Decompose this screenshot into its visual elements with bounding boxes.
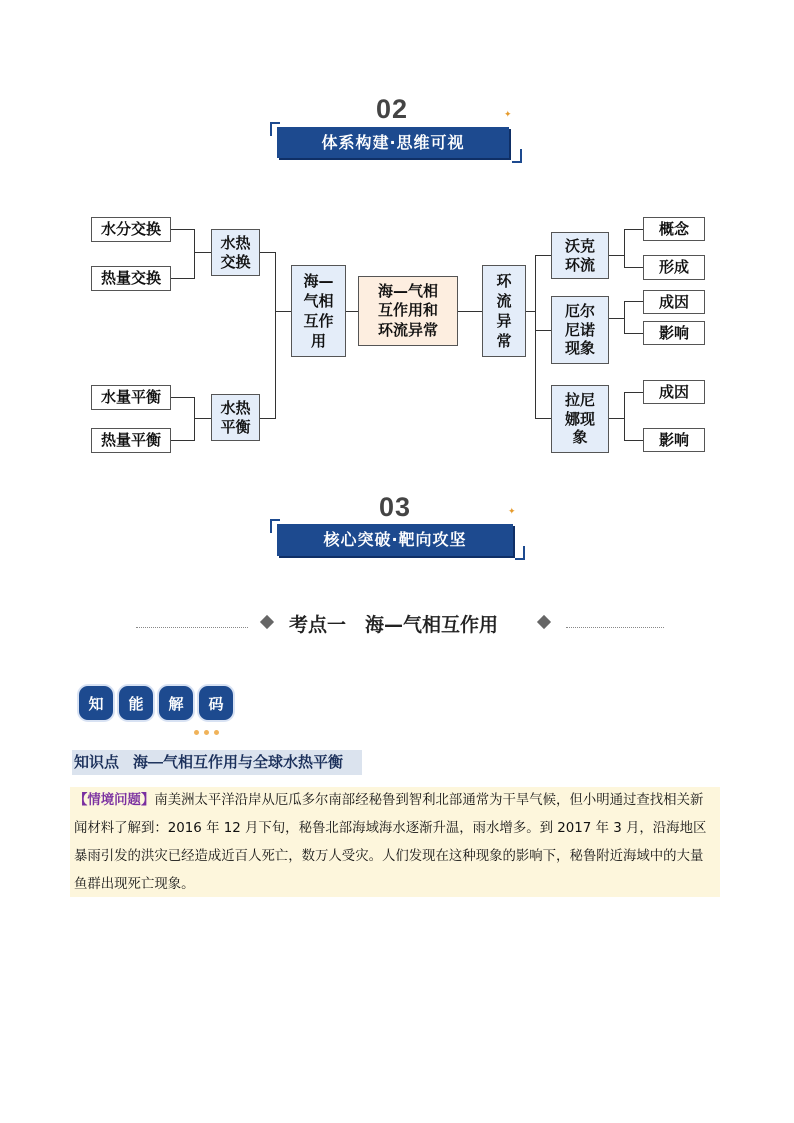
node-sea-air-interaction: 海— 气相 互作 用 bbox=[291, 265, 346, 357]
badge-zhi: 知 bbox=[79, 686, 113, 720]
node-hydrothermal-balance: 水热 平衡 bbox=[211, 394, 260, 441]
node-impact: 影响 bbox=[643, 428, 705, 452]
bracket-decoration bbox=[515, 546, 525, 560]
node-heat-exchange: 热量交换 bbox=[91, 266, 171, 291]
node-cause: 成因 bbox=[643, 380, 705, 404]
situation-question bbox=[70, 787, 720, 897]
node-hydrothermal-exchange: 水热 交换 bbox=[211, 229, 260, 276]
node-water-exchange: 水分交换 bbox=[91, 217, 171, 242]
knowledge-point-title: 海—气相互作用与全球水热平衡 bbox=[133, 754, 344, 771]
badge-jie: 解 bbox=[159, 686, 193, 720]
node-center-topic: 海—气相 互作用和 环流异常 bbox=[358, 276, 458, 346]
node-la-nina: 拉尼 娜现 象 bbox=[551, 385, 609, 453]
node-formation: 形成 bbox=[643, 255, 705, 280]
dotted-divider bbox=[136, 627, 248, 628]
section-number: 02 bbox=[375, 94, 409, 124]
dotted-divider bbox=[566, 627, 664, 628]
node-heat-balance: 热量平衡 bbox=[91, 428, 171, 453]
section-banner: 体系构建·思维可视 bbox=[277, 127, 509, 158]
badge-ma: 码 bbox=[199, 686, 233, 720]
diamond-icon bbox=[537, 615, 551, 629]
knowledge-point-heading bbox=[72, 750, 362, 775]
sparkle-icon: ✦ bbox=[508, 507, 516, 517]
decor-dot bbox=[214, 730, 219, 735]
knowledge-point-label: 知识点 bbox=[74, 754, 120, 771]
badge-neng: 能 bbox=[119, 686, 153, 720]
node-circulation-anomaly: 环 流 异 常 bbox=[482, 265, 526, 357]
node-walker-circulation: 沃克 环流 bbox=[551, 232, 609, 279]
node-water-balance: 水量平衡 bbox=[91, 385, 171, 410]
diamond-icon bbox=[260, 615, 274, 629]
section-banner: 核心突破·靶向攻坚 bbox=[277, 524, 513, 556]
sparkle-icon: ✦ bbox=[504, 110, 512, 120]
decor-dot bbox=[204, 730, 209, 735]
situation-text: 南美洲太平洋沿岸从厄瓜多尔南部经秘鲁到智利北部通常为干旱气候，但小明通过查找相关新闻材料了解到：2016 年 12 月下旬，秘鲁北部海域海水逐渐升温，雨水增多。到 2017 年 3 月，沿海地区暴雨引发的洪灾已经造成近百人死亡，数万人受灾。人们发现在这种现象的影响下，秘鲁附近海域中的大量鱼群出现死亡现象。 bbox=[74, 793, 707, 892]
node-concept: 概念 bbox=[643, 217, 705, 241]
node-el-nino: 厄尔 尼诺 现象 bbox=[551, 296, 609, 364]
topic-title: 考点一 海—气相互作用 bbox=[289, 614, 499, 636]
node-cause: 成因 bbox=[643, 290, 705, 314]
node-impact: 影响 bbox=[643, 321, 705, 345]
bracket-decoration bbox=[512, 149, 522, 163]
decor-dot bbox=[194, 730, 199, 735]
section-number: 03 bbox=[378, 492, 412, 522]
situation-tag: 【情境问题】 bbox=[74, 793, 155, 808]
